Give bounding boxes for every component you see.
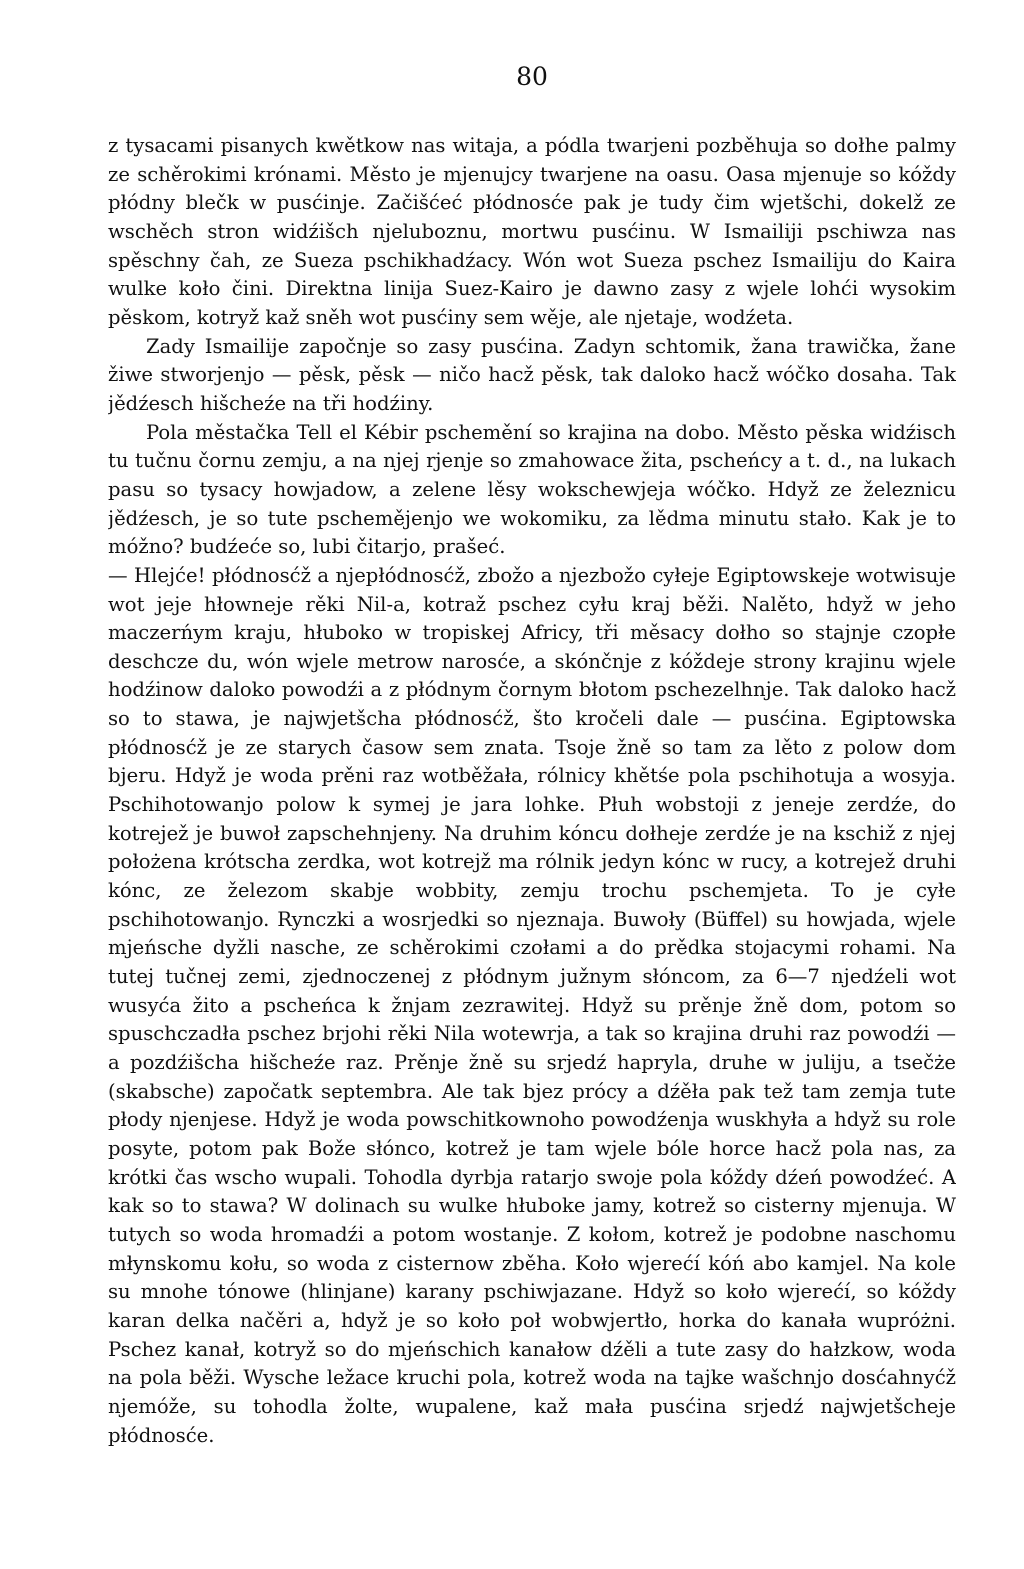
paragraph-4: — Hlejće! płódnosćž a njepłódnosćž, zbožo a njezbožo cyłeje Egiptowskeje wotwisuje wot jeje hłowneje rěki Nil-a, kotraž pschez cyłu kraj běži. Nalěto, hdyž w jeho maczerńym kraju, hłuboko w tropiskej Africy, tři měsacy dołho so stajnje czopłe deschcze du, wón wjele metrow narosće, a skónčnje z kóždeje strony krajinu wjele hodźinow daloko powodźi a z płódnym čornym błotom pschezelhnje. Tak daloko hacž so to stawa, je najwjetšcha płódnosćž, što kročeli dale — pusćina. Egiptowska płódnosćž je ze starych časow sem znata. Tsoje žně so tam za lěto z polow dom bjeru. Hdyž je woda prěni raz wotběžała, rólnicy khětśe pola pschihotuja a wosyja. Pschihotowanjo polow k symej je jara lohke. Płuh wobstoji z jeneje zerdźe, do kotrejež je buwoł zapschehnjeny. Na druhim kóncu dołheje zerdźe je na kschiž z njej położena krótscha zerdka, wot kotrejž ma rólnik jedyn kónc w rucy, a kotrejež druhi kónc, ze železom skabje wobbity, zemju trochu pschemjeta. To je cyłe pschihotowanjo. Rynczki a wosrjedki so njeznaja. Buwoły (Büffel) su howjada, wjele mjeńsche dyžli nasche, ze schěrokimi czołami a do prědka stojacymi rohami. Na tutej tučnej zemi, zjednoczenej z płódnym južnym słóncom, za 6—7 njedźeli wot wusyća žito a pscheńca k žnjam zezrawitej. Hdyž su prěnje žně dom, potom so spuschczadła pschez brjohi rěki Nila wotewrja, a tak so krajina druhi raz powodźi — a pozdźišcha hišcheźe raz. Prěnje žně su srjedź hapryla, druhe w juliju, a tsečże (skabsche) započatk septembra. Ale tak bjez prócy a dźěła pak tež tam zemja tute płody njenjese. Hdyž je woda powschitkownoho powodźenja wuskhyła a hdyž su role posyte, potom pak Bože słónco, kotrež je tam wjele bóle horce hacž pola nas, za krótki čas wscho wupali. Tohodla dyrbja ratarjo swoje pola kóždy dźeń powodźeć. A kak so to stawa? W dolinach su wulke hłuboke jamy, kotrež so cisterny mjenuja. W tutych so woda hromadźi a potom wostanje. Z kołom, kotrež je podobne naschomu młynskomu kołu, so woda z cisternow zběha. Koło wjerećí kóń abo kamjel. Na kole su mnohe tónowe (hlinjane) karany pschiwjazane. Hdyž so koło wjerećí, so kóždy karan delka načěri a, hdyž je so koło poł wobwjertło, horka do kanała wupróżni. Pschez kanał, kotryž so do mjeńschich kanałow dźěli a tute zasy do hałzkow, woda na pola běži. Wysche ležace kruchi pola, kotrež woda na tajke wašchnjo dosćahnyćž njemóže, su tohodla žolte, wupalene, kaž mała pusćina srjedź najwjetšcheje płódnosće. <box>108 563 956 1447</box>
paragraph-1: z tysacami pisanych kwětkow nas witaja, a pódla twarjeni pozběhuja so dołhe palmy ze schěrokimi krónami. Město je mjenujcy twarjene na oasu. Oasa mjenuje so kóždy płódny blečk w pusćinje. Začišćeć płódnosće pak je tudy čim wjetšchi, dokelž ze wschěch stron widźišch njeluboznu, mortwu pusćinu. W Ismailiji pschiwza nas spěschny čah, ze Sueza pschikhadźacy. Wón wot Sueza pschez Ismailiju do Kaira wulke koło čini. Direktna linija Suez-Kairo je dawno zasy z wjele lohći wysokim pěskom, kotryž kaž sněh wot pusćiny sem wěje, ale njetaje, wodźeta. <box>108 134 956 329</box>
paragraph-3: Pola městačka Tell el Kébir pschemění so krajina na dobo. Město pěska widźisch tu tučnu čornu zemju, a na njej rjenje so zmahowace žita, pscheńcy a t. d., na lukach pasu so tysacy howjadow, a zelene lěsy wokschewjeja wóčko. Hdyž ze železnicu jědźesch, je so tute pschemějenjo we wokomiku, za lědma minutu stało. Kak je to móžno? budźeće so, lubi čitarjo, prašeć. <box>108 420 956 559</box>
document-page <box>108 62 956 1522</box>
page-number: 80 <box>516 62 548 91</box>
paragraph-2: Zady Ismailije započnje so zasy pusćina. Zadyn schtomik, žana trawička, žane žiwe stworjenjo — pěsk, pěsk — ničo hacž pěsk, tak daloko hacž wóčko dosaha. Tak jědźesch hišcheźe na tři hodźiny. <box>108 334 956 415</box>
